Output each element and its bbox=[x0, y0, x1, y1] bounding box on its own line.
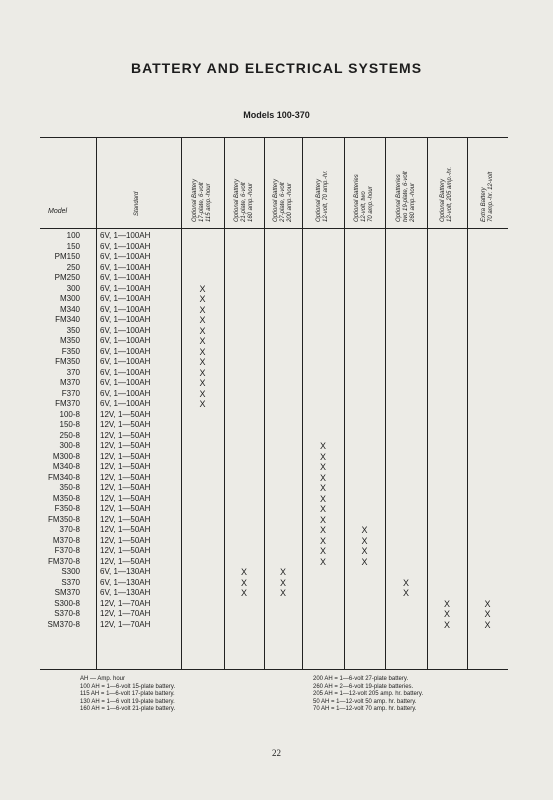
option-mark: X bbox=[240, 588, 247, 598]
model-cell: 150-8 bbox=[59, 420, 80, 429]
option-mark: X bbox=[361, 525, 368, 535]
table-rule bbox=[40, 137, 508, 138]
standard-cell: 12V, 1—50AH bbox=[100, 493, 151, 503]
model-cell: F350-8 bbox=[54, 504, 80, 513]
model-cell: M370-8 bbox=[52, 535, 80, 545]
column-divider bbox=[302, 137, 303, 669]
option-header-line: Optional Battery bbox=[233, 178, 240, 222]
option-column-header bbox=[396, 171, 417, 222]
model-cell: S370 bbox=[61, 577, 80, 587]
standard-cell: 6V, 1—100AH bbox=[100, 231, 151, 240]
option-header-line: Optional Battery bbox=[316, 178, 322, 222]
option-header-line: Optional Battery bbox=[272, 178, 279, 222]
option-mark: X bbox=[319, 483, 326, 493]
option-header-line: 260 amp.-hour bbox=[409, 182, 416, 222]
standard-cell: 6V, 1—130AH bbox=[100, 577, 151, 587]
column-divider bbox=[264, 137, 265, 669]
standard-cell: 12V, 1—50AH bbox=[100, 451, 151, 461]
option-mark: X bbox=[319, 472, 326, 483]
option-header-line: Optional Battery bbox=[192, 178, 198, 222]
option-header-line: Optional Batteries bbox=[354, 174, 360, 222]
option-mark: X bbox=[361, 546, 368, 556]
option-mark: X bbox=[484, 609, 491, 619]
option-mark: X bbox=[319, 525, 326, 535]
model-cell: FM370-8 bbox=[47, 556, 80, 566]
model-cell: M370 bbox=[59, 378, 80, 387]
option-mark: X bbox=[199, 399, 206, 409]
model-cell: S300-8 bbox=[54, 598, 80, 608]
legend-item: 70 AH = 1—12-volt 70 amp. hr. battery. bbox=[313, 706, 417, 712]
option-column-header bbox=[234, 179, 255, 222]
option-header-line: 21-plate, 6-volt bbox=[240, 182, 247, 222]
standard-cell: 6V, 1—100AH bbox=[100, 346, 151, 356]
standard-cell: 12V, 1—50AH bbox=[100, 504, 151, 513]
standard-cell: 12V, 1—50AH bbox=[100, 525, 151, 534]
model-cell: 100-8 bbox=[59, 409, 80, 419]
option-header-line: 115 amp.-hour bbox=[206, 183, 212, 222]
option-column-header bbox=[192, 179, 213, 222]
standard-cell: 12V, 1—70AH bbox=[100, 598, 151, 608]
model-cell: F370 bbox=[61, 388, 80, 398]
model-cell: 150 bbox=[66, 241, 80, 251]
option-mark: X bbox=[199, 336, 206, 346]
model-cell: FM350-8 bbox=[47, 514, 80, 524]
option-header-line: 160 amp.-hour bbox=[247, 182, 254, 222]
option-header-line: 27-plate, 6-volt bbox=[279, 182, 286, 222]
option-header-line: two 19-plate, 6-volt bbox=[402, 171, 409, 222]
standard-cell: 12V, 1—50AH bbox=[100, 483, 151, 492]
option-header-line: Optional Battery bbox=[440, 178, 446, 222]
model-cell: 370-8 bbox=[59, 525, 80, 534]
model-cell: PM250 bbox=[54, 273, 80, 282]
model-cell: M350-8 bbox=[52, 493, 80, 503]
option-mark: X bbox=[484, 619, 491, 630]
option-header-line: 70 amp.-hour bbox=[368, 186, 374, 222]
option-mark: X bbox=[361, 556, 368, 567]
standard-cell: 6V, 1—100AH bbox=[100, 241, 151, 251]
standard-cell: 6V, 1—100AH bbox=[100, 399, 151, 408]
option-mark: X bbox=[240, 577, 247, 588]
standard-cell: 12V, 1—50AH bbox=[100, 441, 151, 450]
column-divider bbox=[344, 137, 345, 669]
standard-cell: 12V, 1—50AH bbox=[100, 556, 151, 566]
option-mark: X bbox=[319, 504, 326, 514]
model-column-header: Model bbox=[48, 208, 68, 215]
option-mark: X bbox=[319, 535, 326, 546]
model-cell: 250 bbox=[66, 262, 80, 272]
option-column-header bbox=[354, 174, 375, 222]
option-mark: X bbox=[319, 493, 326, 504]
option-header-line: 17-plate, 6-volt bbox=[199, 182, 205, 222]
column-divider bbox=[181, 137, 182, 669]
standard-cell: 6V, 1—100AH bbox=[100, 294, 151, 303]
standard-cell: 6V, 1—100AH bbox=[100, 283, 151, 293]
option-header-line: 12-volt, two bbox=[361, 191, 367, 222]
legend-item: 200 AH = 1—6-volt 27-plate battery. bbox=[313, 676, 409, 682]
option-mark: X bbox=[319, 546, 326, 556]
option-mark: X bbox=[279, 588, 286, 598]
column-divider bbox=[385, 137, 386, 669]
option-mark: X bbox=[199, 378, 206, 388]
model-cell: SM370-8 bbox=[47, 619, 80, 629]
model-cell: M300 bbox=[59, 294, 80, 303]
option-mark: X bbox=[361, 535, 368, 546]
standard-cell: 12V, 1—50AH bbox=[100, 514, 151, 524]
model-cell: S300 bbox=[61, 567, 80, 576]
model-cell: F350 bbox=[61, 346, 80, 356]
legend-item: 50 AH = 1—12-volt 50 amp. hr. battery. bbox=[313, 698, 417, 705]
option-mark: X bbox=[319, 462, 326, 472]
model-cell: M340-8 bbox=[52, 462, 80, 471]
standard-cell: 6V, 1—100AH bbox=[100, 262, 151, 272]
option-mark: X bbox=[279, 577, 286, 588]
option-mark: X bbox=[319, 441, 326, 451]
page-number: 22 bbox=[272, 748, 281, 758]
standard-cell: 6V, 1—100AH bbox=[100, 357, 151, 366]
option-mark: X bbox=[443, 619, 450, 630]
model-cell: 300-8 bbox=[59, 441, 80, 450]
option-mark: X bbox=[484, 598, 491, 609]
model-cell: FM370 bbox=[55, 399, 80, 408]
option-mark: X bbox=[199, 315, 206, 325]
table-rule bbox=[40, 669, 508, 670]
standard-cell: 12V, 1—50AH bbox=[100, 420, 151, 429]
standard-cell: 12V, 1—70AH bbox=[100, 609, 151, 618]
option-header-line: 200 amp.-hour bbox=[286, 182, 293, 222]
model-cell: M300-8 bbox=[52, 451, 80, 461]
standard-cell: 6V, 1—100AH bbox=[100, 367, 151, 377]
option-column-header bbox=[481, 172, 495, 222]
column-divider bbox=[427, 137, 428, 669]
column-divider bbox=[96, 137, 97, 669]
option-mark: X bbox=[402, 588, 409, 598]
model-cell: 100 bbox=[66, 231, 80, 240]
option-mark: X bbox=[199, 367, 206, 378]
option-mark: X bbox=[319, 556, 326, 567]
standard-cell: 12V, 1—50AH bbox=[100, 546, 151, 555]
option-column-header bbox=[273, 179, 294, 222]
option-mark: X bbox=[199, 325, 206, 336]
standard-cell: 6V, 1—100AH bbox=[100, 336, 151, 345]
model-cell: M350 bbox=[59, 336, 80, 345]
model-cell: F370-8 bbox=[54, 546, 80, 555]
standard-cell: 6V, 1—100AH bbox=[100, 388, 151, 398]
standard-cell: 12V, 1—50AH bbox=[100, 409, 151, 419]
standard-cell: 6V, 1—100AH bbox=[100, 252, 151, 261]
page-subtitle: Models 100-370 bbox=[243, 110, 310, 120]
model-cell: M340 bbox=[59, 304, 80, 314]
standard-cell: 6V, 1—100AH bbox=[100, 378, 151, 387]
option-header-line: Optional Batteries bbox=[395, 174, 402, 222]
option-header-line: 12-volt, 205 amp.-hr. bbox=[447, 166, 453, 222]
option-mark: X bbox=[199, 294, 206, 304]
model-cell: SM370 bbox=[54, 588, 80, 597]
standard-cell: 6V, 1—130AH bbox=[100, 567, 151, 576]
legend-item: 205 AH = 1—12-volt 205 amp. hr. battery. bbox=[313, 691, 424, 697]
option-mark: X bbox=[199, 357, 206, 367]
legend-item: 115 AH = 1—6-volt 17-plate battery. bbox=[80, 691, 175, 697]
option-mark: X bbox=[199, 304, 206, 315]
model-cell: PM150 bbox=[54, 252, 80, 261]
option-column-header bbox=[440, 167, 454, 222]
option-mark: X bbox=[199, 388, 206, 399]
column-divider bbox=[467, 137, 468, 669]
option-header-line: 70 amp.-hr. 12-volt bbox=[487, 171, 494, 222]
battery-table bbox=[40, 137, 508, 669]
table-rule bbox=[40, 228, 508, 229]
option-header-line: Extra Battery bbox=[480, 187, 487, 222]
option-mark: X bbox=[199, 283, 206, 294]
model-cell: S370-8 bbox=[54, 609, 80, 618]
model-cell: 370 bbox=[66, 367, 80, 377]
legend-item: 260 AH = 2—6-volt 19-plate batteries. bbox=[313, 683, 414, 690]
model-cell: FM340-8 bbox=[47, 472, 80, 482]
model-cell: FM340 bbox=[55, 315, 80, 324]
option-mark: X bbox=[199, 346, 206, 357]
standard-cell: 6V, 1—130AH bbox=[100, 588, 151, 597]
option-header-line: 12-volt, 70 amp.-hr. bbox=[323, 170, 329, 222]
legend-item: AH — Amp. hour bbox=[80, 676, 126, 682]
option-mark: X bbox=[319, 514, 326, 525]
standard-cell: 12V, 1—50AH bbox=[100, 462, 151, 471]
standard-cell: 12V, 1—70AH bbox=[100, 619, 151, 629]
column-divider bbox=[224, 137, 225, 669]
option-mark: X bbox=[402, 577, 409, 588]
model-cell: 300 bbox=[66, 283, 80, 293]
standard-cell: 6V, 1—100AH bbox=[100, 304, 151, 314]
option-mark: X bbox=[443, 598, 450, 609]
standard-column-header: Standard bbox=[134, 191, 140, 216]
model-cell: FM350 bbox=[55, 357, 80, 366]
option-mark: X bbox=[240, 567, 247, 577]
legend-item: 100 AH = 1—6-volt 15-plate battery. bbox=[80, 683, 176, 690]
legend-item: 160 AH = 1—6-volt 21-plate battery. bbox=[80, 706, 176, 712]
page-title: BATTERY AND ELECTRICAL SYSTEMS bbox=[130, 60, 423, 76]
standard-cell: 12V, 1—50AH bbox=[100, 472, 151, 482]
standard-cell: 6V, 1—100AH bbox=[100, 325, 151, 335]
model-cell: 350 bbox=[66, 325, 80, 335]
standard-cell: 6V, 1—100AH bbox=[100, 315, 151, 324]
standard-cell: 12V, 1—50AH bbox=[100, 430, 151, 440]
option-mark: X bbox=[443, 609, 450, 619]
model-cell: 250-8 bbox=[59, 430, 80, 440]
legend-item: 130 AH = 1—6 volt 19-plate battery. bbox=[80, 698, 175, 705]
option-mark: X bbox=[319, 451, 326, 462]
model-cell: 350-8 bbox=[59, 483, 80, 492]
standard-cell: 6V, 1—100AH bbox=[100, 273, 151, 282]
standard-cell: 12V, 1—50AH bbox=[100, 535, 151, 545]
option-mark: X bbox=[279, 567, 286, 577]
option-column-header bbox=[316, 170, 330, 222]
